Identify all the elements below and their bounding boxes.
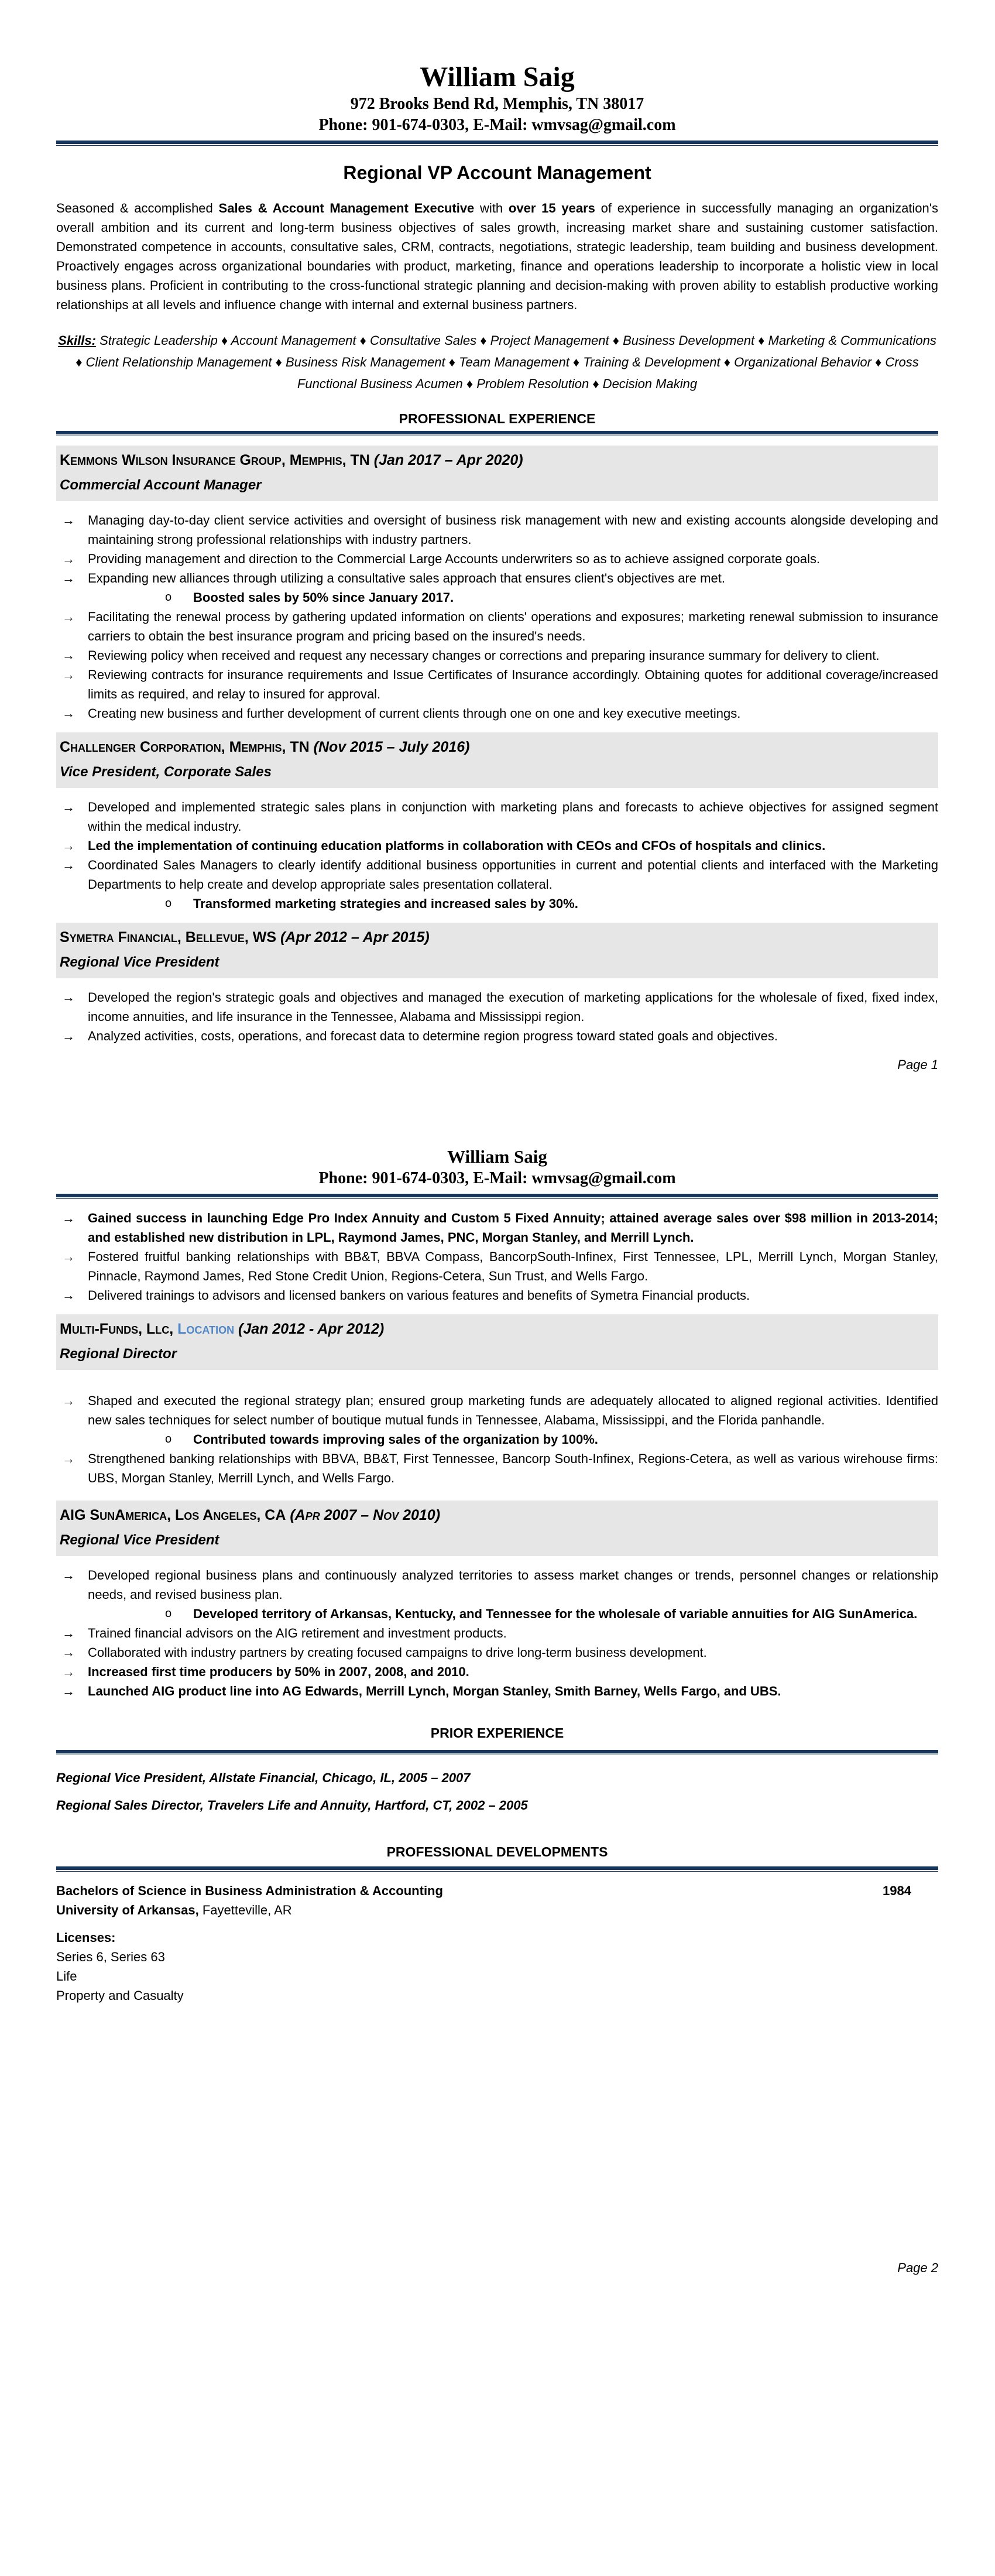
arrow-bullet-icon: → xyxy=(62,551,75,566)
address-line: 972 Brooks Bend Rd, Memphis, TN 38017 xyxy=(350,95,644,113)
company-name: Kemmons Wilson Insurance Group, Memphis, TN xyxy=(60,452,370,468)
bullet-item xyxy=(56,1623,938,1643)
bullet-item xyxy=(56,1247,938,1286)
bullet-item xyxy=(56,988,938,1026)
arrow-bullet-icon: → xyxy=(62,1029,75,1043)
bullet-item xyxy=(56,646,938,665)
bullet-item xyxy=(56,797,938,836)
bullet-text: Creating new business and further development of current clients through one on one and key executive meetings. xyxy=(88,706,741,721)
role-title: Regional VP Account Management xyxy=(343,162,651,183)
bullet-item xyxy=(56,511,938,549)
bullet-text: Reviewing policy when received and request any necessary changes or corrections and preparing insurance summary for delivery to client. xyxy=(88,648,880,663)
company-name: Symetra Financial, Bellevue, WS xyxy=(60,929,277,946)
bullet-text: Launched AIG product line into AG Edwards, Merrill Lynch, Morgan Stanley, Smith Barney, Wells Fargo, and UBS. xyxy=(88,1684,781,1698)
arrow-bullet-icon: → xyxy=(62,1568,75,1582)
job-bullets-symetra xyxy=(56,988,938,1046)
bullet-text: Providing management and direction to the Commercial Large Accounts underwriters so as to achieve assigned corporate goals. xyxy=(88,551,821,566)
arrow-bullet-icon: → xyxy=(62,1626,75,1640)
page-break-gap xyxy=(56,1074,938,1146)
bullet-text: Expanding new alliances through utilizing a consultative sales approach that ensures client's objectives are met. xyxy=(88,571,725,585)
arrow-bullet-icon: → xyxy=(62,1451,75,1466)
page-2-contact-line: Phone: 901-674-0303, E-Mail: wmvsag@gmail.com xyxy=(318,1169,676,1187)
bullet-text: Trained financial advisors on the AIG retirement and investment products. xyxy=(88,1626,507,1640)
job-company-line xyxy=(60,1505,932,1525)
bullet-item xyxy=(56,855,938,894)
arrow-bullet-icon: → xyxy=(62,513,75,527)
job-bullets-kemmons xyxy=(56,511,938,723)
skills-list: Strategic Leadership ♦ Account Management ♦ Consultative Sales ♦ Project Management ♦ Business Development ♦ Marketing & Communications ♦ Client Relationship Management ♦ Business Risk Management ♦ Team Management ♦ Training & Development ♦ Organizational Behavior ♦ Cross Functional Business Acumen ♦ Problem Resolution ♦ Decision Making xyxy=(76,333,936,391)
sub-bullet-text: Contributed towards improving sales of the organization by 100%. xyxy=(193,1432,598,1447)
divider-rule xyxy=(56,1750,938,1755)
job-bullets-aig xyxy=(56,1566,938,1701)
sub-bullet-item xyxy=(157,1430,938,1449)
education-row xyxy=(56,1881,938,1900)
bullet-text: Managing day-to-day client service activities and oversight of business risk management with new and existing accounts alongside developing and maintaining strong professional relationships with industry partners. xyxy=(88,513,938,547)
job-title: Commercial Account Manager xyxy=(60,477,262,493)
bullet-text: Developed the region's strategic goals and objectives and managed the execution of marketing applications for the wholesale of fixed, fixed index, income annuities, and life insurance in the Tennessee, Alabama and Mississippi region. xyxy=(88,990,938,1024)
prior-experience-item: Regional Vice President, Allstate Financial, Chicago, IL, 2005 – 2007 xyxy=(56,1770,471,1785)
page-1 xyxy=(56,0,938,2277)
bullet-item xyxy=(56,1286,938,1305)
job-company-line xyxy=(60,1319,932,1339)
bullet-item xyxy=(56,1391,938,1430)
sub-bullet-item xyxy=(157,894,938,913)
arrow-bullet-icon: → xyxy=(62,990,75,1005)
prior-experience-item: Regional Sales Director, Travelers Life and Annuity, Hartford, CT, 2002 – 2005 xyxy=(56,1798,528,1813)
section-heading-prior-experience: PRIOR EXPERIENCE xyxy=(430,1725,564,1741)
divider-rule xyxy=(56,1194,938,1199)
summary-paragraph: Seasoned & accomplished Sales & Account Management Executive with over 15 years of experience in successfully managing an organization's overall ambition and its current and long-term business objectives of sales growth, increasing market share and sustaining customer satisfaction. Demonstrated competence in accounts, consultative sales, CRM, contracts, negotiations, strategic leadership, team building and business development. Proactively engages across organizational boundaries with product, marketing, finance and operations leadership to incorporate a holistic view in local business plans. Proficient in contributing to the cross-functional strategic planning and decision-making with proven ability to establish productive working relationships at all levels and influence change with internal and external business partners. xyxy=(56,201,938,312)
sub-bullet-item xyxy=(157,588,938,607)
bullet-item xyxy=(56,1026,938,1046)
job-bullets-challenger xyxy=(56,797,938,913)
job-title: Regional Vice President xyxy=(60,954,219,970)
circle-bullet-icon: o xyxy=(165,897,172,910)
bullet-text: Developed regional business plans and continuously analyzed territories to assess market changes or trends, personnel changes or relationship needs, and revised business plan. xyxy=(88,1568,938,1602)
sub-bullet-item xyxy=(157,1604,938,1623)
divider-rule xyxy=(56,141,938,146)
bullet-item xyxy=(56,1449,938,1488)
arrow-bullet-icon: → xyxy=(62,571,75,585)
page-2-bottom-gap xyxy=(56,2005,938,2249)
bullet-item xyxy=(56,665,938,704)
job-company-line xyxy=(60,450,932,470)
arrow-bullet-icon: → xyxy=(62,1249,75,1264)
degree-year: 1984 xyxy=(883,1883,911,1898)
job-dates: (Apr 2007 – Nov 2010) xyxy=(290,1507,441,1523)
arrow-bullet-icon: → xyxy=(62,800,75,814)
bullet-text: Collaborated with industry partners by creating focused campaigns to drive long-term business development. xyxy=(88,1645,707,1660)
job-dates: (Jan 2012 - Apr 2012) xyxy=(238,1321,385,1337)
arrow-bullet-icon: → xyxy=(62,1645,75,1660)
job-dates: (Jan 2017 – Apr 2020) xyxy=(373,452,523,468)
degree-name: Bachelors of Science in Business Administration & Accounting xyxy=(56,1883,443,1898)
bullet-text: Delivered trainings to advisors and licensed bankers on various features and benefits of Symetra Financial products. xyxy=(88,1288,750,1303)
divider-rule xyxy=(56,431,938,436)
arrow-bullet-icon: → xyxy=(62,609,75,624)
license-item: Series 6, Series 63 xyxy=(56,1950,165,1964)
job-header-symetra xyxy=(56,923,938,978)
section-heading-professional-developments: PROFESSIONAL DEVELOPMENTS xyxy=(386,1844,608,1859)
job-bullets-symetra-continued xyxy=(56,1208,938,1305)
bullet-item xyxy=(56,549,938,568)
circle-bullet-icon: o xyxy=(165,591,172,604)
page-2-name: William Saig xyxy=(447,1146,547,1167)
job-bullets-multi-funds xyxy=(56,1391,938,1488)
university-name: University of Arkansas, xyxy=(56,1903,199,1917)
arrow-bullet-icon: → xyxy=(62,706,75,721)
university-line xyxy=(56,1900,938,1920)
bullet-text: Increased first time producers by 50% in 2007, 2008, and 2010. xyxy=(88,1664,469,1679)
license-item: Life xyxy=(56,1969,77,1984)
job-company-line xyxy=(60,737,932,757)
section-heading-professional-experience: PROFESSIONAL EXPERIENCE xyxy=(399,411,596,426)
job-title: Regional Vice President xyxy=(60,1532,219,1548)
job-header-multi-funds xyxy=(56,1314,938,1370)
job-header-kemmons xyxy=(56,446,938,501)
job-dates: (Apr 2012 – Apr 2015) xyxy=(280,929,430,946)
arrow-bullet-icon: → xyxy=(62,1288,75,1303)
arrow-bullet-icon: → xyxy=(62,858,75,872)
bullet-text: Shaped and executed the regional strategy plan; ensured group marketing funds are adequately allocated to aligned regional activities. Identified new sales techniques for select number of boutique mutual funds in Tennessee, Alabama, Mississippi, and the Florida panhandle. xyxy=(88,1393,938,1427)
job-company-line xyxy=(60,927,932,947)
bullet-item xyxy=(56,1208,938,1247)
job-header-aig xyxy=(56,1501,938,1556)
bullet-text: Fostered fruitful banking relationships with BB&T, BBVA Compass, BancorpSouth-Infinex, First Tennessee, LPL, Merrill Lynch, Morgan Stanley, Pinnacle, Raymond James, Red Stone Credit Union, Regions-Cetera, Sun Trust, and Wells Fargo. xyxy=(88,1249,938,1283)
arrow-bullet-icon: → xyxy=(62,667,75,682)
bullet-text: Strengthened banking relationships with BBVA, BB&T, First Tennessee, Bancorp South-Infinex, Regions-Cetera, as well as various wirehouse firms: UBS, Morgan Stanley, Merrill Lynch, and Wells Fargo. xyxy=(88,1451,938,1485)
bullet-text: Facilitating the renewal process by gathering updated information on clients' operations and exposures; marketing renewal submission to insurance carriers to obtain the best insurance program and pricing based on the insured's needs. xyxy=(88,609,938,643)
bullet-text: Analyzed activities, costs, operations, and forecast data to determine region progress toward stated goals and objectives. xyxy=(88,1029,778,1043)
university-location: Fayetteville, AR xyxy=(198,1903,292,1917)
page-1-footer: Page 1 xyxy=(897,1057,938,1072)
divider-rule xyxy=(56,1866,938,1872)
company-location-placeholder: Location xyxy=(177,1321,235,1337)
skills-label: Skills: xyxy=(58,333,96,348)
circle-bullet-icon: o xyxy=(165,1607,172,1620)
job-title: Vice President, Corporate Sales xyxy=(60,764,272,780)
arrow-bullet-icon: → xyxy=(62,1664,75,1679)
contact-line: Phone: 901-674-0303, E-Mail: wmvsag@gmail.com xyxy=(318,116,676,134)
bullet-item xyxy=(56,568,938,588)
company-name: AIG SunAmerica, Los Angeles, CA xyxy=(60,1507,286,1523)
bullet-item xyxy=(56,704,938,723)
licenses-label: Licenses: xyxy=(56,1930,116,1945)
bullet-text: Reviewing contracts for insurance requirements and Issue Certificates of Insurance accordingly. Obtaining quotes for additional coverage/increased limits as required, and relay to insured for approval. xyxy=(88,667,938,701)
bullet-item xyxy=(56,1643,938,1662)
sub-bullet-text: Boosted sales by 50% since January 2017. xyxy=(193,590,454,605)
skills-block xyxy=(56,330,938,395)
bullet-item xyxy=(56,1566,938,1604)
job-dates: (Nov 2015 – July 2016) xyxy=(313,739,470,755)
page-title: William Saig xyxy=(420,61,575,93)
circle-bullet-icon: o xyxy=(165,1433,172,1445)
arrow-bullet-icon: → xyxy=(62,648,75,663)
job-title: Regional Director xyxy=(60,1346,177,1362)
company-name: Challenger Corporation, Memphis, TN xyxy=(60,739,310,755)
arrow-bullet-icon: → xyxy=(62,1211,75,1225)
bullet-item xyxy=(56,1681,938,1701)
bullet-item xyxy=(56,1662,938,1681)
arrow-bullet-icon: → xyxy=(62,1393,75,1408)
job-header-challenger xyxy=(56,732,938,788)
bullet-text: Led the implementation of continuing education platforms in collaboration with CEOs and CFOs of hospitals and clinics. xyxy=(88,838,826,853)
company-name: Multi-Funds, Llc, xyxy=(60,1321,174,1337)
license-item: Property and Casualty xyxy=(56,1988,184,2003)
sub-bullet-text: Transformed marketing strategies and increased sales by 30%. xyxy=(193,896,578,911)
bullet-item xyxy=(56,607,938,646)
bullet-text: Coordinated Sales Managers to clearly identify additional business opportunities in current and potential clients and interfaced with the Marketing Departments to help create and develop appropriate sales presentation collateral. xyxy=(88,858,938,892)
bullet-item xyxy=(56,836,938,855)
page-2-footer: Page 2 xyxy=(897,2260,938,2275)
bullet-text: Developed and implemented strategic sales plans in conjunction with marketing plans and forecasts to achieve objectives for assigned segment within the medical industry. xyxy=(88,800,938,834)
arrow-bullet-icon: → xyxy=(62,1684,75,1698)
sub-bullet-text: Developed territory of Arkansas, Kentucky, and Tennessee for the wholesale of variable annuities for AIG SunAmerica. xyxy=(193,1606,918,1621)
arrow-bullet-icon: → xyxy=(62,838,75,853)
bullet-text: Gained success in launching Edge Pro Index Annuity and Custom 5 Fixed Annuity; attained average sales over $98 million in 2013-2014; and established new distribution in LPL, Raymond James, PNC, Morgan Stanley, and Merrill Lynch. xyxy=(88,1211,938,1245)
